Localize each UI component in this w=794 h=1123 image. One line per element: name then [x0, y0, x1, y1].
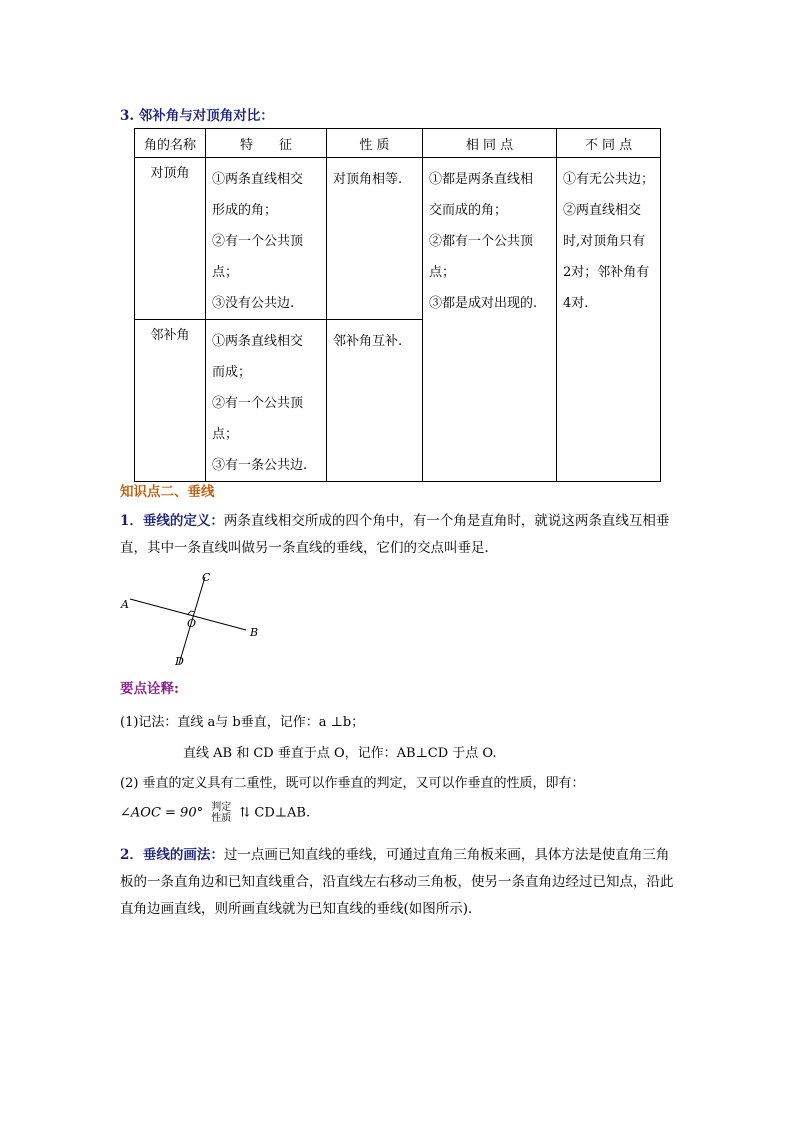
row1-property-cell — [327, 158, 423, 320]
label-o: O — [187, 617, 197, 630]
formula — [120, 802, 310, 824]
row2-feature-line: ③有一条公共边. — [212, 458, 308, 473]
formula-left: ∠AOC = 90° — [120, 805, 204, 821]
comparison-table — [134, 128, 661, 482]
row1-property: 对顶角相等. — [333, 172, 403, 187]
definition-label: 1．垂线的定义： — [120, 513, 224, 529]
drawing-text: 过一点画已知直线的垂线，可通过直角三角板来画，具体方法是使直角三角板的一条直角边和已知直线重合，沿直线左右移动三角板，使另一条直角边经过已知点，沿此直角边画直线，则所画直线就为已知直线的垂线(如图所示)． — [120, 847, 674, 917]
row2-name-cell — [135, 320, 206, 482]
same-line: 点； — [429, 265, 456, 280]
row2-feature-line: ②有一个公共顶 — [212, 396, 304, 411]
diff-points-cell — [557, 158, 661, 482]
row2-feature-line: 而成； — [212, 365, 252, 380]
definition-text: 两条直线相交所成的四个角中，有一个角是直角时，就说这两条直线互相垂直，其中一条直线叫做另一条直线的垂线，它们的交点叫垂足． — [120, 513, 670, 556]
formula-bottom: 性质 — [211, 813, 232, 824]
formula-top: 判定 — [211, 802, 232, 813]
diff-line: ②两直线相交 — [563, 203, 642, 218]
header-property: 性 质 — [327, 129, 423, 158]
row1-name: 对顶角 — [150, 166, 190, 181]
header-name: 角的名称 — [135, 129, 206, 158]
table-row — [135, 158, 661, 320]
diff-line: 4对. — [563, 296, 589, 311]
header-same: 相 同 点 — [423, 129, 557, 158]
label-c: C — [202, 571, 211, 584]
same-line: ①都是两条直线相 — [429, 172, 534, 187]
perpendicular-figure — [115, 568, 265, 670]
note-1b: 直线 AB 和 CD 垂直于点 O，记作：AB⊥CD 于点 O. — [183, 746, 497, 761]
definition-paragraph — [120, 508, 680, 562]
row1-name-cell — [135, 158, 206, 320]
same-points-cell — [423, 158, 557, 482]
row2-property: 邻补角互补. — [333, 334, 403, 349]
drawing-label: 2．垂线的画法： — [120, 847, 224, 863]
note-2: (2) 垂直的定义具有二重性，既可以作垂直的判定，又可以作垂直的性质，即有： — [120, 776, 585, 791]
double-arrow-icon: ⇅ — [239, 805, 251, 821]
same-line: ②都有一个公共顶 — [429, 234, 534, 249]
header-feature: 特 征 — [206, 129, 327, 158]
diff-line: ①有无公共边； — [563, 172, 655, 187]
row2-name: 邻补角 — [150, 328, 190, 343]
row1-feature-line: ②有一个公共顶 — [212, 234, 304, 249]
table-header-row — [135, 129, 661, 158]
row1-feature-line: 点； — [212, 265, 239, 280]
row1-feature-cell — [206, 158, 327, 320]
same-line: ③都是成对出现的. — [429, 296, 538, 311]
formula-arrows — [211, 802, 231, 824]
label-a: A — [121, 598, 129, 611]
knowledge-point-heading: 知识点二、垂线 — [120, 484, 215, 500]
formula-right: CD⊥AB. — [254, 805, 311, 821]
row1-feature-line: 形成的角； — [212, 203, 278, 218]
drawing-paragraph — [120, 842, 680, 923]
row2-feature-line: ①两条直线相交 — [212, 334, 304, 349]
same-line: 交而成的角； — [429, 203, 508, 218]
row2-property-cell — [327, 320, 423, 482]
key-points-title: 要点诠释: — [120, 681, 179, 697]
note-1a: (1)记法：直线 a与 b垂直，记作：a ⊥b； — [120, 715, 365, 730]
label-d: D — [175, 655, 184, 668]
diff-line: 时,对顶角只有 — [563, 234, 646, 249]
diff-line: 2对；邻补角有 — [563, 265, 650, 280]
row1-feature-line: ③没有公共边. — [212, 296, 295, 311]
row1-feature-line: ①两条直线相交 — [212, 172, 304, 187]
header-diff: 不 同 点 — [557, 129, 661, 158]
row2-feature-line: 点； — [212, 427, 239, 442]
row2-feature-cell — [206, 320, 327, 482]
label-b: B — [250, 626, 259, 639]
section-title: 3. 邻补角与对顶角对比： — [120, 108, 274, 124]
